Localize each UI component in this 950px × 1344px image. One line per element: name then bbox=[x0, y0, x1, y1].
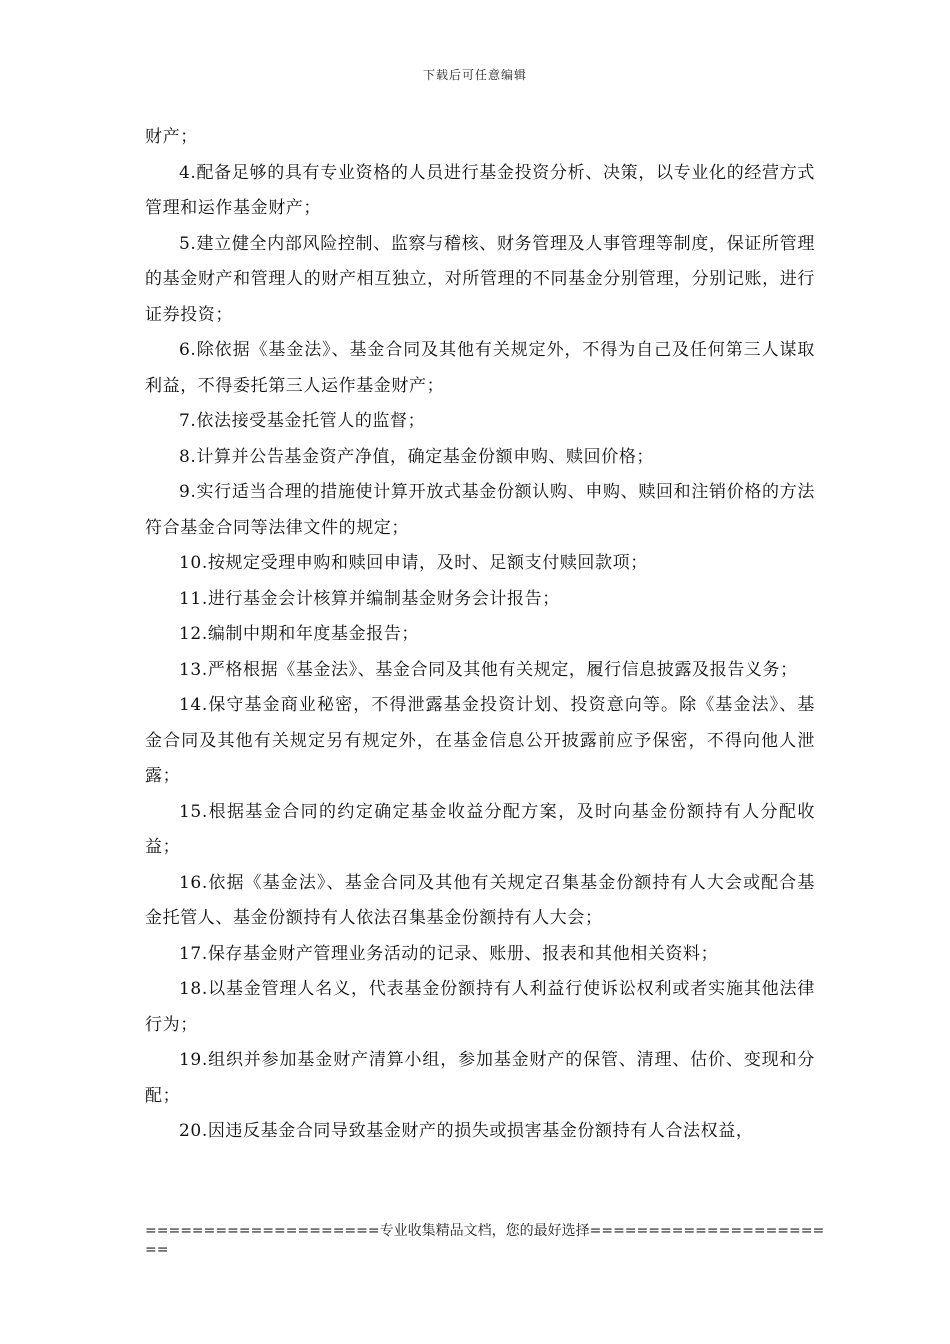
paragraph: 9.实行适当合理的措施使计算开放式基金份额认购、申购、赎回和注销价格的方法符合基金合同等法律文件的规定； bbox=[145, 482, 815, 538]
paragraph: 12.编制中期和年度基金报告； bbox=[179, 624, 420, 644]
paragraph: 19.组织并参加基金财产清算小组，参加基金财产的保管、清理、估价、变现和分配； bbox=[145, 1050, 815, 1106]
paragraph: 18.以基金管理人名义，代表基金份额持有人利益行使诉讼权利或者实施其他法律行为； bbox=[145, 979, 815, 1035]
paragraph: 6.除依据《基金法》、基金合同及其他有关规定外，不得为自己及任何第三人谋取利益，不得委托第三人运作基金财产； bbox=[145, 340, 815, 396]
paragraph: 5.建立健全内部风险控制、监察与稽核、财务管理及人事管理等制度，保证所管理的基金财产和管理人的财产相互独立，对所管理的不同基金分别管理，分别记账，进行证券投资； bbox=[145, 233, 815, 325]
paragraph: 7.依法接受基金托管人的监督； bbox=[179, 411, 426, 431]
paragraph: 20.因违反基金合同导致基金财产的损失或损害基金份额持有人合法权益， bbox=[179, 1121, 754, 1141]
paragraph: 8.计算并公告基金资产净值，确定基金份额申购、赎回价格； bbox=[179, 446, 655, 467]
paragraph: 16.依据《基金法》、基金合同及其他有关规定召集基金份额持有人大会或配合基金托管人、基金份额持有人依法召集基金份额持有人大会； bbox=[145, 872, 815, 928]
page-footer: ====================专业收集精品文档，您的最好选择====================== bbox=[145, 1223, 825, 1258]
paragraph: 11.进行基金会计核算并编制基金财务会计报告； bbox=[179, 588, 560, 609]
paragraph: 10.按规定受理申购和赎回申请，及时、足额支付赎回款项； bbox=[179, 553, 648, 573]
paragraph: 17.保存基金财产管理业务活动的记录、账册、报表和其他相关资料； bbox=[179, 943, 719, 964]
paragraph: 财产； bbox=[145, 127, 198, 147]
paragraph: 4.配备足够的具有专业资格的人员进行基金投资分析、决策，以专业化的经营方式管理和运作基金财产； bbox=[145, 162, 815, 218]
document-body bbox=[145, 120, 815, 1150]
paragraph: 13.严格根据《基金法》、基金合同及其他有关规定，履行信息披露及报告义务； bbox=[179, 659, 798, 680]
paragraph: 14.保守基金商业秘密，不得泄露基金投资计划、投资意向等。除《基金法》、基金合同及其他有关规定另有规定外，在基金信息公开披露前应予保密，不得向他人泄露； bbox=[145, 695, 815, 786]
page-header: 下载后可任意编辑 bbox=[422, 68, 527, 82]
paragraph: 15.根据基金合同的约定确定基金收益分配方案，及时向基金份额持有人分配收益； bbox=[145, 801, 815, 857]
